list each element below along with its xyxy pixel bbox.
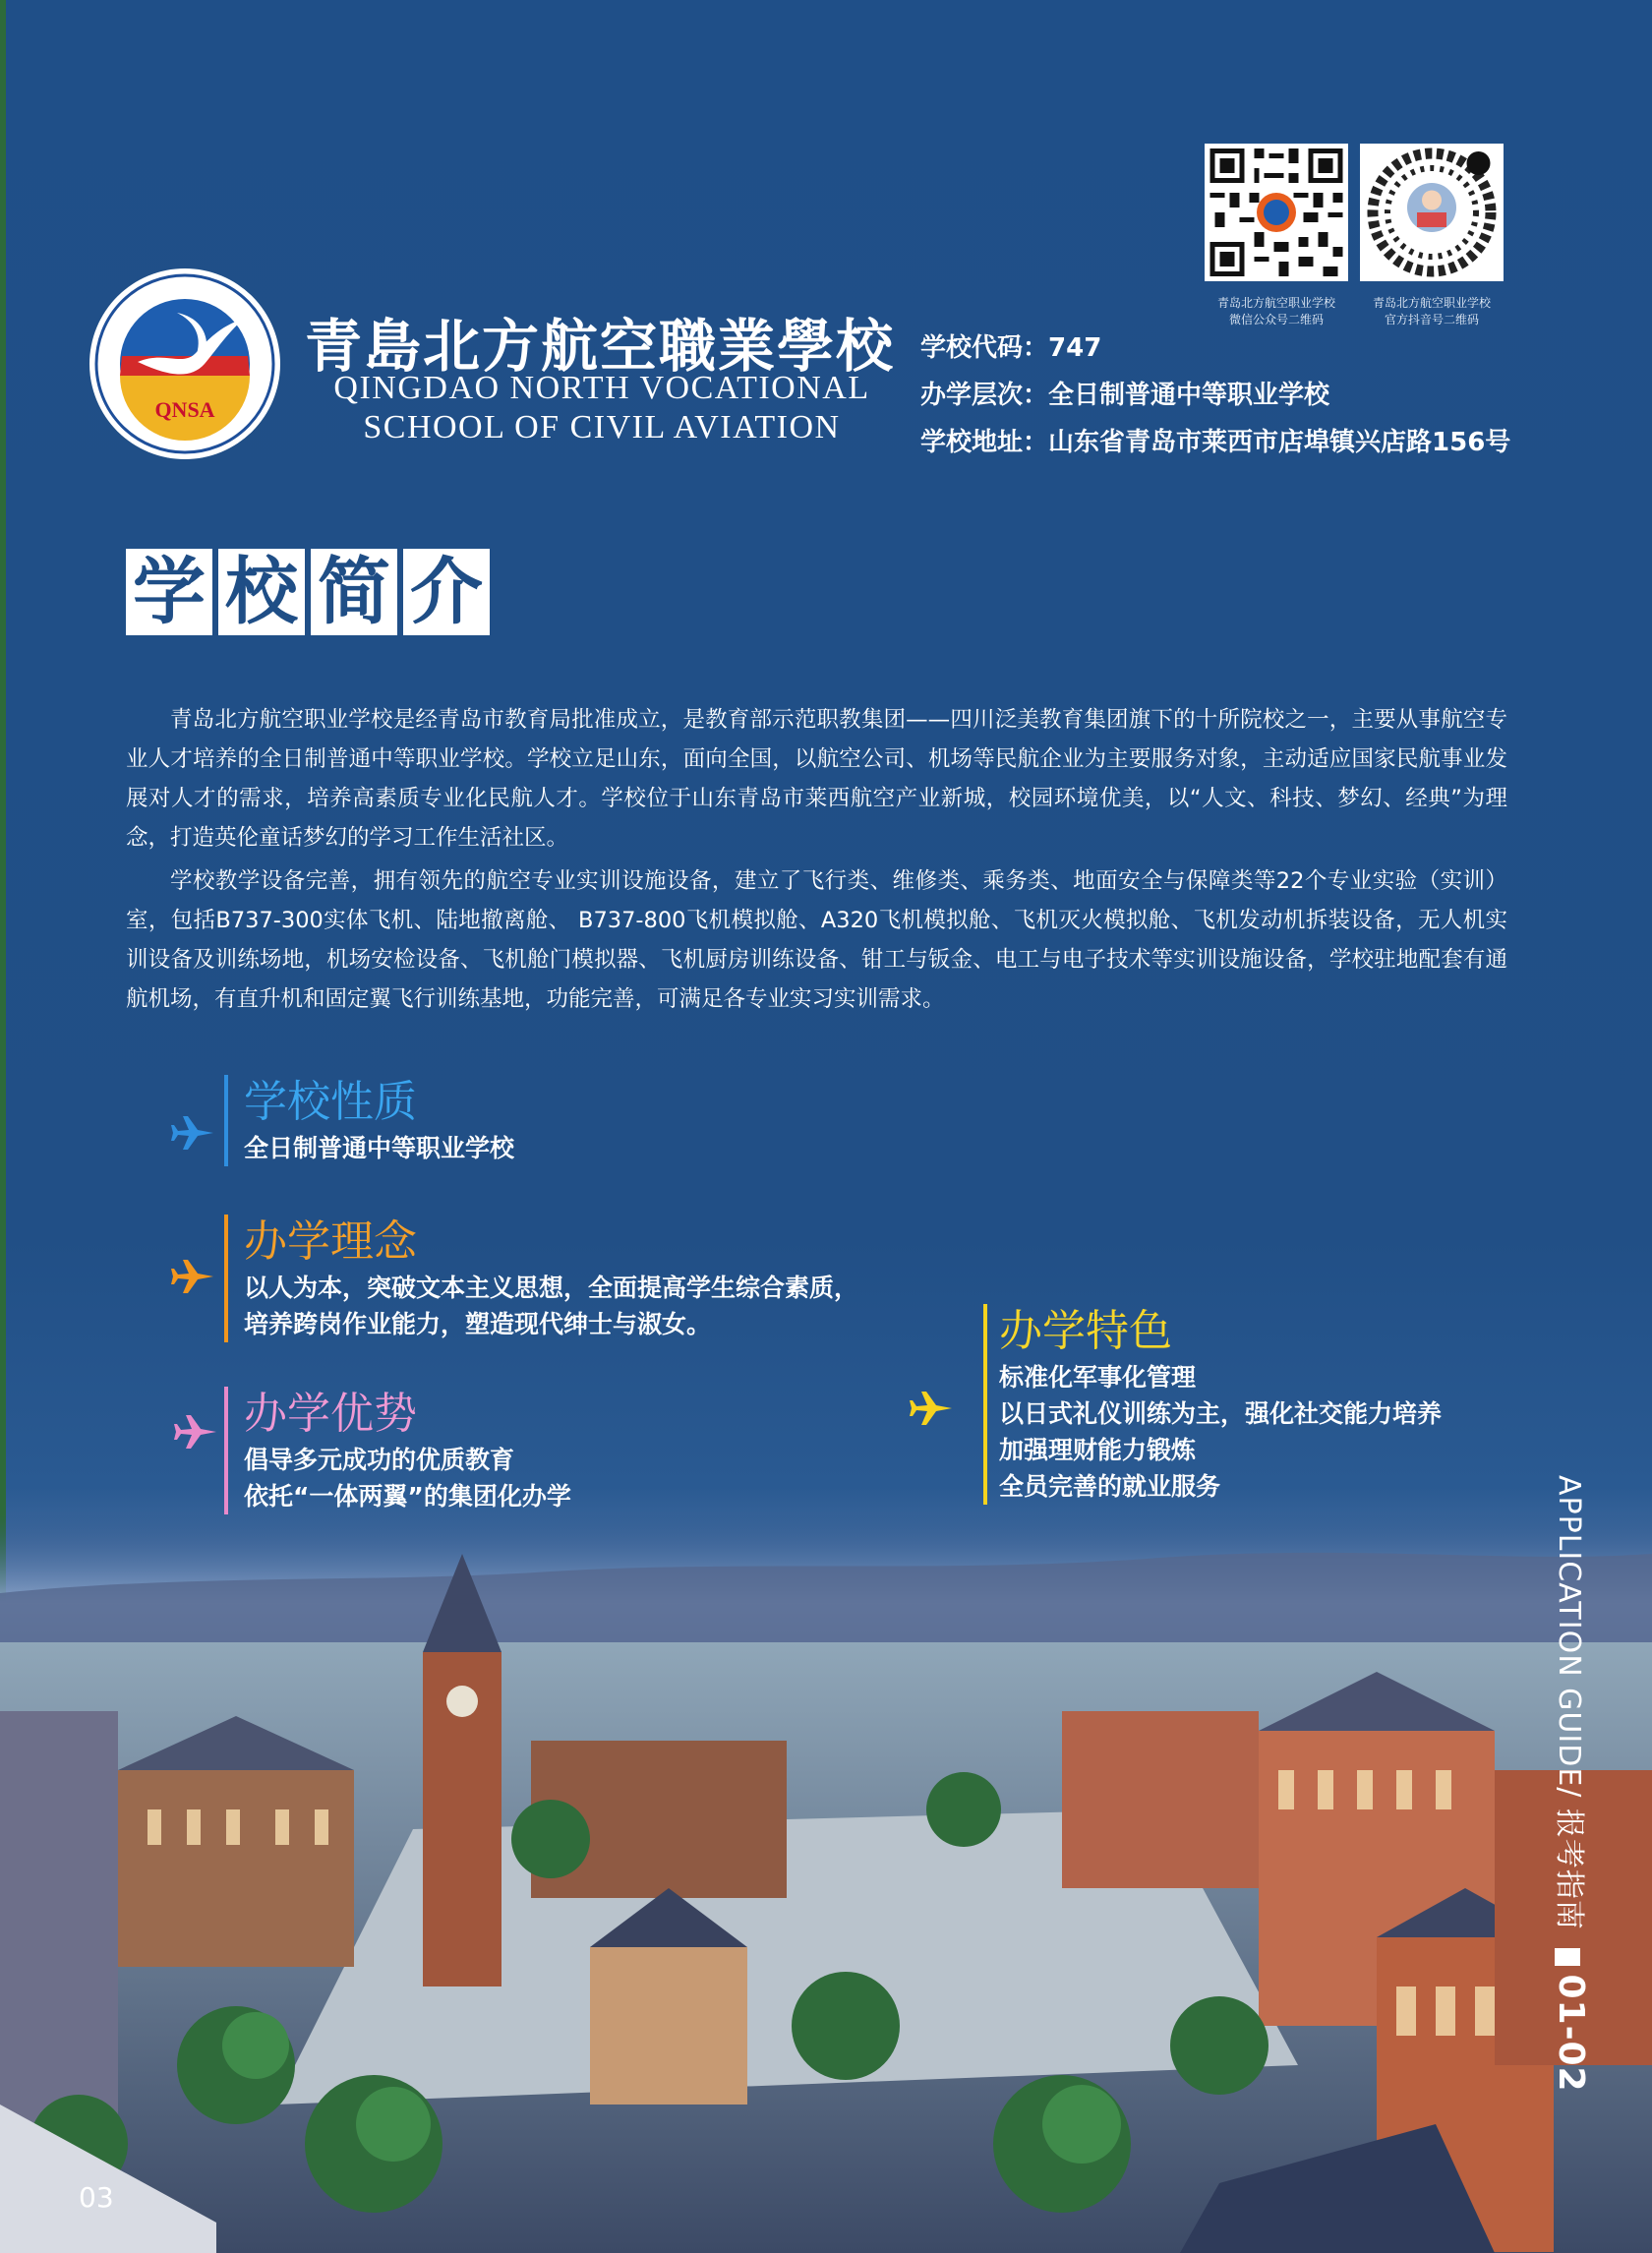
feature-line: 以日式礼仪训练为主，强化社交能力培养	[999, 1399, 1443, 1428]
douyin-qr-code	[1360, 144, 1504, 281]
info-value: 747	[1048, 333, 1102, 363]
airplane-icon	[168, 1108, 217, 1157]
feature-line: 倡导多元成功的优质教育	[244, 1446, 515, 1474]
feature-title: 学校性质	[244, 1077, 417, 1127]
feature-bar	[224, 1215, 228, 1342]
info-value: 山东省青岛市莱西市店埠镇兴店路156号	[1048, 428, 1511, 457]
page-number: 03	[79, 2181, 114, 2214]
side-guide-text	[1549, 1475, 1590, 2093]
airplane-icon	[171, 1407, 220, 1456]
feature-line: 全员完善的就业服务	[999, 1472, 1221, 1501]
feature-line: 依托“一体两翼”的集团化办学	[244, 1482, 571, 1511]
feature-bar	[224, 1387, 228, 1514]
intro-paragraph: 学校教学设备完善，拥有领先的航空专业实训设施设备，建立了飞行类、维修类、乘务类、地面安全与保障类等22个专业实验（实训）室，包括B737-300实体飞机、陆地撤离舱、 B737-800飞机模拟舱、A320飞机模拟舱、飞机灭火模拟舱、飞机发动机拆装设备，无人机实训设备及训练场地，机场安检设备、飞机舱门模拟器、飞机厨房训练设备、钳工与钣金、电工与电子技术等实训设施设备，学校驻地配套有通航机场，有直升机和固定翼飞行训练基地，功能完善，可满足各专业实习实训需求。	[126, 868, 1507, 1012]
school-name-cn: 青島北方航空職業學校	[305, 313, 896, 380]
info-row-level	[920, 372, 1510, 419]
info-label: 学校地址：	[920, 428, 1049, 457]
info-row-code	[920, 325, 1510, 372]
intro-paragraph: 青岛北方航空职业学校是经青岛市教育局批准成立，是教育部示范职教集团——四川泛美教育集团旗下的十所院校之一，主要从事航空专业人才培养的全日制普通中等职业学校。学校立足山东，面向全国，以航空公司、机场等民航企业为主要服务对象，主动适应国家民航事业发展对人才的需求，培养高素质专业化民航人才。学校位于山东青岛市莱西航空产业新城，校园环境优美，以“人文、科技、梦幻、经典”为理念，打造英伦童话梦幻的学习工作生活社区。	[126, 707, 1507, 851]
wechat-qr-code	[1205, 144, 1348, 281]
side-square-mark	[1556, 1948, 1581, 1966]
feature-philosophy	[224, 1215, 858, 1342]
info-label: 学校代码：	[920, 333, 1049, 363]
school-name-en	[307, 369, 897, 447]
intro-text	[126, 700, 1507, 1023]
side-page-range: 01-02	[1551, 1974, 1591, 2093]
feature-nature	[224, 1075, 514, 1166]
info-label: 办学层次：	[920, 381, 1049, 410]
side-guide-label-text: APPLICATION GUIDE/ 报考指南	[1552, 1475, 1586, 1941]
campus-illustration	[0, 1514, 1652, 2253]
wechat-qr-caption	[1200, 295, 1353, 328]
feature-line: 标准化军事化管理	[999, 1363, 1197, 1392]
title-char: 学	[126, 549, 212, 635]
feature-bar	[224, 1075, 228, 1166]
school-name-en-line1: QINGDAO NORTH VOCATIONAL	[333, 370, 870, 406]
feature-line: 培养跨岗作业能力，塑造现代绅士与淑女。	[244, 1310, 712, 1338]
feature-line: 加强理财能力锻炼	[999, 1436, 1197, 1464]
logo-text: QNSA	[154, 397, 215, 422]
school-name-en-line2: SCHOOL OF CIVIL AVIATION	[363, 409, 841, 445]
airplane-icon	[907, 1384, 956, 1433]
feature-characteristics	[983, 1304, 1442, 1505]
airplane-icon	[168, 1252, 217, 1301]
title-char: 介	[403, 549, 490, 635]
intro-section-title	[126, 549, 490, 635]
feature-line: 全日制普通中等职业学校	[244, 1134, 515, 1162]
qr-caption-line: 青岛北方航空职业学校	[1372, 296, 1491, 310]
info-value: 全日制普通中等职业学校	[1048, 381, 1330, 410]
qr-caption-line: 青岛北方航空职业学校	[1216, 296, 1335, 310]
title-char: 校	[218, 549, 305, 635]
school-info	[920, 325, 1510, 466]
qr-caption-line: 微信公众号二维码	[1228, 313, 1324, 326]
feature-advantages	[224, 1387, 571, 1514]
title-char: 简	[311, 549, 397, 635]
feature-title: 办学理念	[244, 1216, 417, 1267]
info-row-address	[920, 419, 1510, 466]
qr-caption-line: 官方抖音号二维码	[1384, 313, 1479, 326]
side-guide-label	[1551, 1475, 1590, 2164]
school-logo	[87, 266, 283, 462]
feature-title: 办学优势	[244, 1389, 417, 1439]
feature-bar	[983, 1304, 987, 1505]
douyin-qr-caption	[1355, 295, 1508, 328]
feature-title: 办学特色	[999, 1306, 1172, 1356]
feature-line: 以人为本，突破文本主义思想，全面提高学生综合素质，	[244, 1274, 859, 1302]
